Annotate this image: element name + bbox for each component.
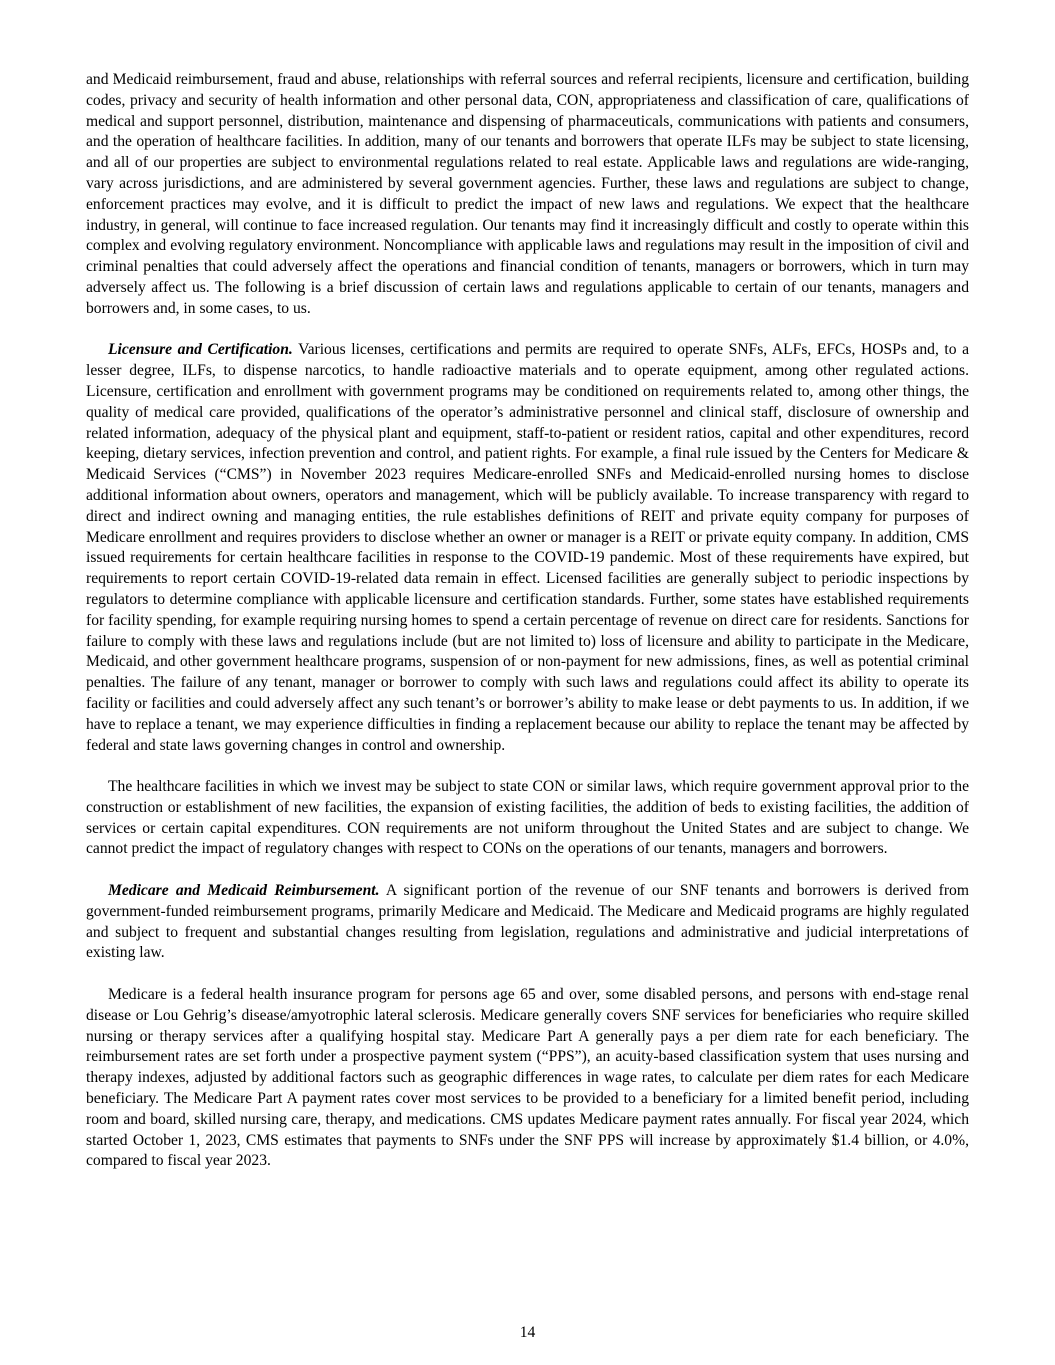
- paragraph-regulations-continued: [86, 70, 969, 320]
- paragraph-text: The healthcare facilities in which we invest may be subject to state CON or similar laws, which require government approval prior to the construction or establishment of new facilities, the expansion of existing facilities, the addition of beds to existing facilities, the addition of services or certain capital expenditures. CON requirements are not uniform throughout the United States and are subject to change. We cannot predict the impact of regulatory changes with respect to CONs on the operations of our tenants, managers and borrowers.: [86, 778, 969, 858]
- paragraph-text: A significant portion of the revenue of our SNF tenants and borrowers is derived from government-funded reimbursement programs, primarily Medicare and Medicaid. The Medicare and Medicaid programs are highly regulated and subject to frequent and substantial changes resulting from legislation, regulations and administrative and judicial interpretations of existing law.: [86, 882, 969, 962]
- paragraph-text: and Medicaid reimbursement, fraud and abuse, relationships with referral sources and referral recipients, licensure and certification, building codes, privacy and security of health information and other personal data, CON, appropriateness and classification of care, qualifications of medical and support personnel, distribution, maintenance and dispensing of pharmaceuticals, communications with patients and consumers, and the operation of healthcare facilities. In addition, many of our tenants and borrowers that operate ILFs may be subject to state licensing, and all of our properties are subject to environmental regulations related to real estate. Applicable laws and regulations are wide-ranging, vary across jurisdictions, and are administered by several government agencies. Further, these laws and regulations are subject to change, enforcement practices may evolve, and it is difficult to predict the impact of new laws and regulations. We expect that the healthcare industry, in general, will continue to face increased regulation. Our tenants may find it increasingly difficult and costly to operate within this complex and evolving regulatory environment. Noncompliance with applicable laws and regulations may result in the imposition of civil and criminal penalties that could adversely affect the operations and financial condition of tenants, managers or borrowers, which in turn may adversely affect us. The following is a brief discussion of certain laws and regulations applicable to certain of our tenants, managers and borrowers and, in some cases, to us.: [86, 71, 969, 317]
- paragraph-con-laws: [86, 777, 969, 860]
- paragraph-medicare-medicaid-reimbursement: [86, 881, 969, 964]
- paragraph-text: Various licenses, certifications and permits are required to operate SNFs, ALFs, EFCs, HOSPs and, to a lesser degree, ILFs, to dispense narcotics, to handle radioactive materials and to operate equipment, among other regulated actions. Licensure, certification and enrollment with government programs may be conditioned on requirements related to, among other things, the quality of medical care provided, qualifications of the operator’s administrative personnel and clinical staff, disclosure of ownership and related information, adequacy of the physical plant and equipment, staff-to-patient or resident ratios, capital and other expenditures, record keeping, dietary services, infection prevention and control, and patient rights. For example, a final rule issued by the Centers for Medicare & Medicaid Services (“CMS”) in November 2023 requires Medicare-enrolled SNFs and Medicaid-enrolled nursing homes to disclose additional information about owners, operators and management, which will be publicly available. To increase transparency with regard to direct and indirect owning and managing entities, the rule establishes definitions of REIT and private equity company for purposes of Medicare enrollment and requires providers to disclose whether an owner or manager is a REIT or private equity company. In addition, CMS issued requirements for certain healthcare facilities in response to the COVID-19 pandemic. Most of these requirements have expired, but requirements to report certain COVID-19-related data remain in effect. Licensed facilities are generally subject to periodic inspections by regulators to determine compliance with applicable licensure and certification standards. Further, some states have established requirements for facility spending, for example requiring nursing homes to spend a certain percentage of revenue on direct care for residents. Sanctions for failure to comply with these laws and regulations include (but are not limited to) loss of licensure and ability to participate in the Medicare, Medicaid, and other government healthcare programs, suspension of or non-payment for new admissions, fines, as well as potential criminal penalties. The failure of any tenant, manager or borrower to comply with such laws and regulations could affect its ability to operate its facility or facilities and could adversely affect any such tenant’s or borrower’s ability to make lease or debt payments to us. In addition, if we have to replace a tenant, we may experience difficulties in finding a replacement because our ability to replace the tenant may be affected by federal and state laws governing changes in control and ownership.: [86, 341, 969, 754]
- paragraph-medicare-program: [86, 985, 969, 1172]
- paragraph-licensure-certification: [86, 340, 969, 756]
- paragraph-text: Medicare is a federal health insurance program for persons age 65 and over, some disabled persons, and persons with end-stage renal disease or Lou Gehrig’s disease/amyotrophic lateral sclerosis. Medicare generally covers SNF services for beneficiaries who require skilled nursing or therapy services after a qualifying hospital stay. Medicare Part A generally pays a per diem rate for each beneficiary. The reimbursement rates are set forth under a prospective payment system (“PPS”), an acuity-based classification system that uses nursing and therapy indexes, adjusted by additional factors such as geographic differences in wage rates, to calculate per diem rates for each Medicare beneficiary. The Medicare Part A payment rates cover most services to be provided to a beneficiary for a limited benefit period, including room and board, skilled nursing care, therapy, and medications. CMS updates Medicare payment rates annually. For fiscal year 2024, which started October 1, 2023, CMS estimates that payments to SNFs under the SNF PPS will increase by approximately $1.4 billion, or 4.0%, compared to fiscal year 2023.: [86, 986, 969, 1170]
- section-heading-licensure: Licensure and Certification.: [108, 341, 293, 359]
- section-heading-reimbursement: Medicare and Medicaid Reimbursement.: [108, 882, 380, 900]
- page-number: 14: [519, 1324, 536, 1341]
- document-body: [86, 70, 969, 1172]
